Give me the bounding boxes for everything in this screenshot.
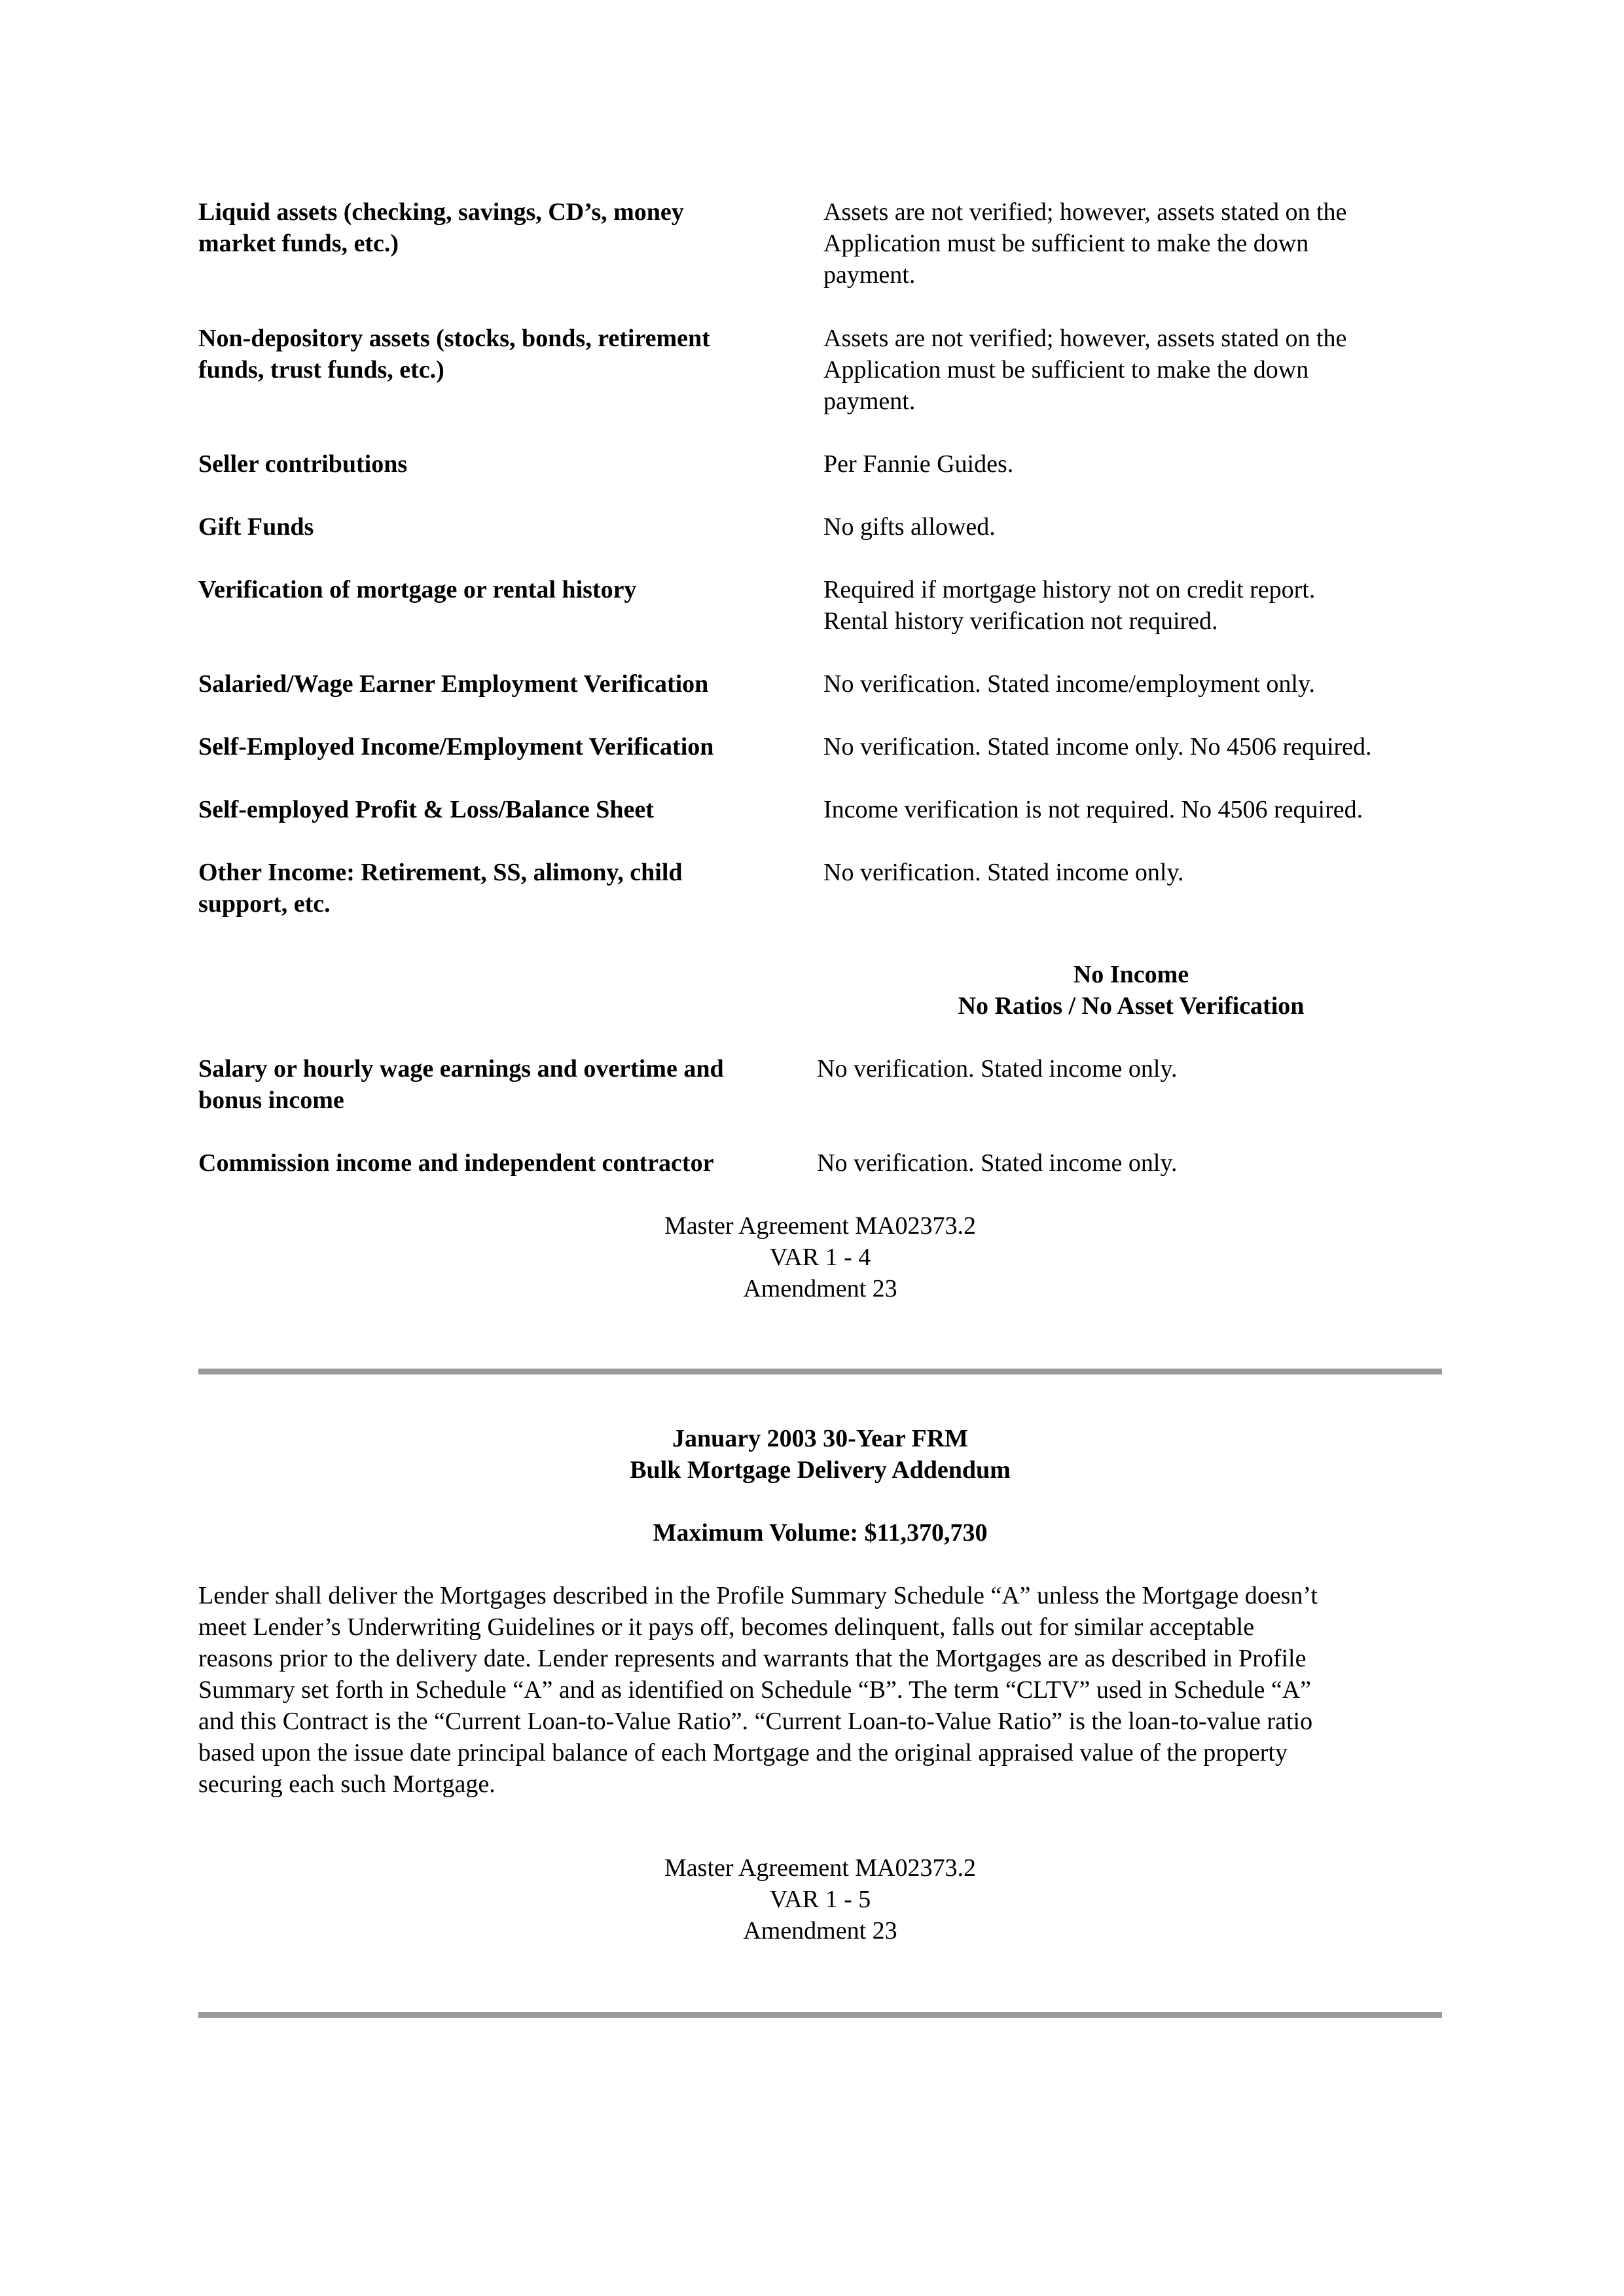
criteria-value: Required if mortgage history not on credit report. Rental history verification not required. xyxy=(823,576,1316,635)
criteria-label: Self-employed Profit & Loss/Balance Sheet xyxy=(198,796,654,823)
criteria-label: Liquid assets (checking, savings, CD’s, money market funds, etc.) xyxy=(198,198,684,257)
criteria-value: No gifts allowed. xyxy=(823,513,996,541)
criteria-value: Assets are not verified; however, assets stated on the Application must be sufficient to make the down payment. xyxy=(823,325,1347,415)
criteria-label: Seller contributions xyxy=(198,450,408,478)
no-income-heading: No Income No Ratios / No Asset Verification xyxy=(958,961,1305,1020)
criteria-value: No verification. Stated income only. No 4506 required. xyxy=(823,733,1372,761)
page-divider xyxy=(198,2012,1442,2018)
criteria-value: Assets are not verified; however, assets stated on the Application must be sufficient to make the down payment. xyxy=(823,198,1347,289)
criteria-value: No verification. Stated income only. xyxy=(817,1055,1178,1083)
criteria-label: Non-depository assets (stocks, bonds, retirement funds, trust funds, etc.) xyxy=(198,325,710,384)
max-volume: Maximum Volume: $11,370,730 xyxy=(653,1519,988,1547)
criteria-label: Other Income: Retirement, SS, alimony, child support, etc. xyxy=(198,859,683,918)
criteria-label: Commission income and independent contractor xyxy=(198,1149,714,1177)
criteria-value: No verification. Stated income only. xyxy=(817,1149,1178,1177)
criteria-value: No verification. Stated income only. xyxy=(823,859,1184,886)
criteria-value: No verification. Stated income/employment only. xyxy=(823,670,1316,698)
addendum-body: Lender shall deliver the Mortgages described in the Profile Summary Schedule “A” unless the Mortgage doesn’t meet Lender’s Underwriting Guidelines or it pays off, becomes delinquent, falls out for similar acceptable reasons prior to the delivery date. Lender represents and warrants that the Mortgages are as described in Profile Summary set forth in Schedule “A” and as identified on Schedule “B”. The term “CLTV” used in Schedule “A” and this Contract is the “Current Loan-to-Value Ratio”. “Current Loan-to-Value Ratio” is the loan-to-value ratio based upon the issue date principal balance of each Mortgage and the original appraised value of the property securing each such Mortgage. xyxy=(198,1582,1318,1798)
page-divider xyxy=(198,1369,1442,1374)
criteria-value: Per Fannie Guides. xyxy=(823,450,1014,478)
criteria-label: Salary or hourly wage earnings and overtime and bonus income xyxy=(198,1055,724,1114)
criteria-value: Income verification is not required. No 4506 required. xyxy=(823,796,1363,823)
criteria-label: Verification of mortgage or rental history xyxy=(198,576,637,603)
addendum-title: January 2003 30-Year FRM Bulk Mortgage Delivery Addendum xyxy=(630,1425,1011,1484)
page-footer: Master Agreement MA02373.2 VAR 1 - 5 Amendment 23 xyxy=(664,1854,976,1945)
criteria-label: Gift Funds xyxy=(198,513,314,541)
criteria-label: Self-Employed Income/Employment Verification xyxy=(198,733,714,761)
page-footer: Master Agreement MA02373.2 VAR 1 - 4 Amendment 23 xyxy=(664,1212,976,1302)
criteria-label: Salaried/Wage Earner Employment Verification xyxy=(198,670,709,698)
